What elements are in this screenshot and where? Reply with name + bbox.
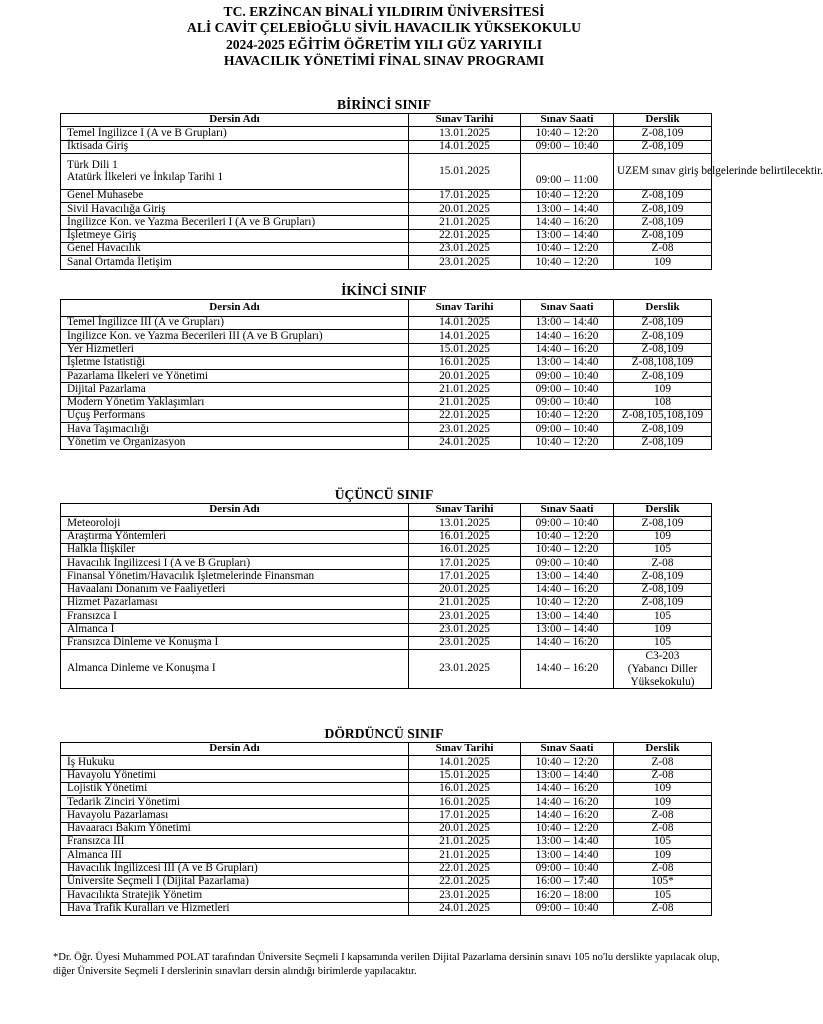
table-row xyxy=(61,650,712,689)
date-cell: 23.01.2025 xyxy=(409,636,521,649)
room-cell: 109 xyxy=(614,796,712,809)
course-cell: Sivil Havacılığa Giriş xyxy=(61,203,409,216)
col-time: Sınav Saati xyxy=(521,300,614,317)
table-row xyxy=(61,423,712,436)
time-cell: 10:40 – 12:20 xyxy=(521,822,614,835)
date-cell: 20.01.2025 xyxy=(409,370,521,383)
time-cell: 13:00 – 14:40 xyxy=(521,623,614,636)
table-row xyxy=(61,153,712,189)
col-course: Dersin Adı xyxy=(61,743,409,756)
course-cell: Lojistik Yönetimi xyxy=(61,782,409,795)
date-cell: 14.01.2025 xyxy=(409,140,521,153)
room-cell: Z-08,109 xyxy=(614,317,712,330)
table-row xyxy=(61,782,712,795)
program-title: HAVACILIK YÖNETİMİ FİNAL SINAV PROGRAMI xyxy=(223,53,545,69)
year4-title: DÖRDÜNCÜ SINIF xyxy=(324,726,444,741)
course-cell: Havaaracı Bakım Yönetimi xyxy=(61,822,409,835)
room-cell: Z-08 xyxy=(614,902,712,915)
date-cell: 16.01.2025 xyxy=(409,796,521,809)
course-cell: İş Hukuku xyxy=(61,756,409,769)
room-cell: 109 xyxy=(614,782,712,795)
room-cell: Z-08,109 xyxy=(614,330,712,343)
course-cell: İşletmeye Giriş xyxy=(61,229,409,242)
room-cell: Z-08,108,109 xyxy=(614,356,712,369)
date-cell: 21.01.2025 xyxy=(409,597,521,610)
table-row xyxy=(61,203,712,216)
date-cell: 13.01.2025 xyxy=(409,127,521,140)
year3-table xyxy=(60,503,712,689)
room-cell: UZEM sınav giriş belgelerinde belirtilecektir. xyxy=(614,153,712,189)
course-cell: Hava Taşımacılığı xyxy=(61,423,409,436)
time-cell: 09:00 – 10:40 xyxy=(521,140,614,153)
time-cell: 13:00 – 14:40 xyxy=(521,769,614,782)
room-cell: 109 xyxy=(614,383,712,396)
course-cell: Genel Muhasebe xyxy=(61,189,409,202)
date-cell: 22.01.2025 xyxy=(409,862,521,875)
table-row xyxy=(61,356,712,369)
time-cell: 09:00 – 10:40 xyxy=(521,396,614,409)
col-date: Sınav Tarihi xyxy=(409,743,521,756)
time-cell: 16:20 – 18:00 xyxy=(521,889,614,902)
time-cell: 10:40 – 12:20 xyxy=(521,256,614,269)
course-cell: Almanca III xyxy=(61,849,409,862)
time-cell: 14:40 – 16:20 xyxy=(521,650,614,689)
course-cell: Havayolu Yönetimi xyxy=(61,769,409,782)
room-cell: 109 xyxy=(614,623,712,636)
date-cell: 23.01.2025 xyxy=(409,650,521,689)
course-cell: Havacılık İngilizcesi III (A ve B Grupları) xyxy=(61,862,409,875)
table-row xyxy=(61,583,712,596)
room-cell: Z-08 xyxy=(614,809,712,822)
course-cell: Havayolu Pazarlaması xyxy=(61,809,409,822)
room-cell: Z-08,109 xyxy=(614,370,712,383)
date-cell: 14.01.2025 xyxy=(409,330,521,343)
course-cell: Sanal Ortamda İletişim xyxy=(61,256,409,269)
room-line: Yüksekokulu) xyxy=(630,675,695,688)
time-cell: 16:00 – 17:40 xyxy=(521,875,614,888)
course-cell: Halkla İlişkiler xyxy=(61,543,409,556)
date-cell: 23.01.2025 xyxy=(409,256,521,269)
room-cell: 105 xyxy=(614,636,712,649)
time-cell: 13:00 – 14:40 xyxy=(521,610,614,623)
col-room: Derslik xyxy=(614,300,712,317)
university-name: TC. ERZİNCAN BİNALİ YILDIRIM ÜNİVERSİTESİ xyxy=(223,4,545,19)
time-cell: 14:40 – 16:20 xyxy=(521,809,614,822)
table-row xyxy=(61,809,712,822)
time-cell: 13:00 – 14:40 xyxy=(521,356,614,369)
date-cell: 23.01.2025 xyxy=(409,610,521,623)
table-row xyxy=(61,636,712,649)
course-cell: Uçuş Performans xyxy=(61,410,409,423)
course-cell: Fransızca Dinleme ve Konuşma I xyxy=(61,636,409,649)
course-cell: Hizmet Pazarlaması xyxy=(61,597,409,610)
date-cell: 15.01.2025 xyxy=(409,769,521,782)
table-row xyxy=(61,849,712,862)
date-cell: 20.01.2025 xyxy=(409,822,521,835)
room-cell: 108 xyxy=(614,396,712,409)
room-cell: Z-08,109 xyxy=(614,583,712,596)
time-cell: 09:00 – 10:40 xyxy=(521,517,614,530)
col-room: Derslik xyxy=(614,504,712,517)
course-cell: Almanca I xyxy=(61,623,409,636)
table-row xyxy=(61,543,712,556)
date-cell: 21.01.2025 xyxy=(409,836,521,849)
table-row xyxy=(61,769,712,782)
date-cell: 20.01.2025 xyxy=(409,583,521,596)
year1-title: BİRİNCİ SINIF xyxy=(336,97,432,112)
time-cell: 14:40 – 16:20 xyxy=(521,782,614,795)
date-cell: 21.01.2025 xyxy=(409,849,521,862)
time-cell: 14:40 – 16:20 xyxy=(521,796,614,809)
room-cell: Z-08,109 xyxy=(614,127,712,140)
room-cell: Z-08 xyxy=(614,756,712,769)
room-cell: 105 xyxy=(614,836,712,849)
table-header-row xyxy=(61,743,712,756)
room-line: (Yabancı Diller xyxy=(627,662,698,675)
time-cell: 09:00 – 10:40 xyxy=(521,370,614,383)
table-row xyxy=(61,517,712,530)
date-cell: 22.01.2025 xyxy=(409,875,521,888)
time-cell: 13:00 – 14:40 xyxy=(521,317,614,330)
date-cell: 17.01.2025 xyxy=(409,557,521,570)
table-row xyxy=(61,557,712,570)
course-cell: İngilizce Kon. ve Yazma Becerileri III (A ve B Grupları) xyxy=(61,330,409,343)
date-cell: 17.01.2025 xyxy=(409,809,521,822)
time-cell: 10:40 – 12:20 xyxy=(521,543,614,556)
course-cell: İktisada Giriş xyxy=(61,140,409,153)
table-row xyxy=(61,796,712,809)
room-cell: Z-08,105,108,109 xyxy=(614,410,712,423)
course-cell: Temel İngilizce I (A ve B Grupları) xyxy=(61,127,409,140)
document-header xyxy=(0,4,768,70)
date-cell: 21.01.2025 xyxy=(409,383,521,396)
room-cell: 109 xyxy=(614,530,712,543)
room-cell: Z-08,109 xyxy=(614,229,712,242)
date-cell: 21.01.2025 xyxy=(409,216,521,229)
table-row xyxy=(61,216,712,229)
date-cell: 24.01.2025 xyxy=(409,902,521,915)
date-cell: 16.01.2025 xyxy=(409,782,521,795)
room-cell: Z-08,109 xyxy=(614,343,712,356)
table-row xyxy=(61,436,712,449)
time-cell: 10:40 – 12:20 xyxy=(521,189,614,202)
time-cell: 09:00 – 10:40 xyxy=(521,423,614,436)
table-row xyxy=(61,396,712,409)
col-time: Sınav Saati xyxy=(521,114,614,127)
table-row xyxy=(61,597,712,610)
table-row xyxy=(61,902,712,915)
room-cell: Z-08,109 xyxy=(614,216,712,229)
time-cell: 13:00 – 14:40 xyxy=(521,570,614,583)
room-cell xyxy=(614,650,712,689)
time-cell: 14:40 – 16:20 xyxy=(521,583,614,596)
time-cell: 10:40 – 12:20 xyxy=(521,597,614,610)
room-cell: 109 xyxy=(614,256,712,269)
course-cell: İngilizce Kon. ve Yazma Becerileri I (A ve B Grupları) xyxy=(61,216,409,229)
table-row xyxy=(61,256,712,269)
time-cell: 14:40 – 16:20 xyxy=(521,330,614,343)
room-cell: Z-08,109 xyxy=(614,436,712,449)
time-cell: 09:00 – 10:40 xyxy=(521,557,614,570)
time-cell: 10:40 – 12:20 xyxy=(521,756,614,769)
col-date: Sınav Tarihi xyxy=(409,504,521,517)
course-line: Türk Dili 1 xyxy=(67,158,118,171)
table-header-row xyxy=(61,114,712,127)
room-cell: Z-08,109 xyxy=(614,189,712,202)
date-cell: 15.01.2025 xyxy=(409,343,521,356)
time-cell: 10:40 – 12:20 xyxy=(521,436,614,449)
table-row xyxy=(61,822,712,835)
table-row xyxy=(61,610,712,623)
course-cell: Üniversite Seçmeli I (Dijital Pazarlama) xyxy=(61,875,409,888)
room-cell: Z-08,109 xyxy=(614,140,712,153)
col-time: Sınav Saati xyxy=(521,743,614,756)
course-cell: Almanca Dinleme ve Konuşma I xyxy=(61,650,409,689)
room-cell: Z-08,109 xyxy=(614,517,712,530)
footnote: *Dr. Öğr. Üyesi Muhammed POLAT tarafından Üniversite Seçmeli I kapsamında verilen Dijital Pazarlama dersinin sınavı 105 no'lu derslikte yapılacak olup, diğer Üniversite Seçmeli I derslerinin sınavları dersin alındığı birimlerde yapılacaktır. xyxy=(53,952,720,977)
course-cell: Genel Havacılık xyxy=(61,243,409,256)
room-cell: 105 xyxy=(614,543,712,556)
time-cell: 10:40 – 12:20 xyxy=(521,410,614,423)
time-cell: 09:00 – 10:40 xyxy=(521,383,614,396)
course-cell: Fransızca III xyxy=(61,836,409,849)
date-cell: 17.01.2025 xyxy=(409,570,521,583)
course-cell: Havacılıkta Stratejik Yönetim xyxy=(61,889,409,902)
year1-table xyxy=(60,113,823,270)
col-date: Sınav Tarihi xyxy=(409,300,521,317)
time-cell: 13:00 – 14:40 xyxy=(521,849,614,862)
date-cell: 23.01.2025 xyxy=(409,423,521,436)
table-row xyxy=(61,317,712,330)
col-room: Derslik xyxy=(614,743,712,756)
table-row xyxy=(61,229,712,242)
time-cell: 13:00 – 14:40 xyxy=(521,836,614,849)
time-cell: 13:00 – 14:40 xyxy=(521,229,614,242)
date-cell: 17.01.2025 xyxy=(409,189,521,202)
table-row xyxy=(61,140,712,153)
date-cell: 14.01.2025 xyxy=(409,756,521,769)
date-cell: 21.01.2025 xyxy=(409,396,521,409)
table-row xyxy=(61,330,712,343)
date-cell: 14.01.2025 xyxy=(409,317,521,330)
table-row xyxy=(61,836,712,849)
time-cell: 14:40 – 16:20 xyxy=(521,216,614,229)
table-row xyxy=(61,410,712,423)
date-cell: 22.01.2025 xyxy=(409,410,521,423)
course-cell: Tedarik Zinciri Yönetimi xyxy=(61,796,409,809)
room-cell: Z-08,109 xyxy=(614,423,712,436)
date-cell: 23.01.2025 xyxy=(409,243,521,256)
course-cell: Meteoroloji xyxy=(61,517,409,530)
col-room: Derslik xyxy=(614,114,712,127)
room-cell: 105 xyxy=(614,610,712,623)
date-cell: 16.01.2025 xyxy=(409,356,521,369)
table-row xyxy=(61,623,712,636)
date-cell: 22.01.2025 xyxy=(409,229,521,242)
room-cell: 105 xyxy=(614,889,712,902)
room-cell: Z-08 xyxy=(614,862,712,875)
time-cell: 13:00 – 14:40 xyxy=(521,203,614,216)
course-cell: Modern Yönetim Yaklaşımları xyxy=(61,396,409,409)
course-cell: Temel İngilizce III (A ve Grupları) xyxy=(61,317,409,330)
time-cell: 09:00 – 10:40 xyxy=(521,902,614,915)
course-cell xyxy=(61,153,409,189)
course-cell: Dijital Pazarlama xyxy=(61,383,409,396)
school-name: ALİ CAVİT ÇELEBİOĞLU SİVİL HAVACILIK YÜKSEKOKULU xyxy=(187,20,581,36)
col-course: Dersin Adı xyxy=(61,300,409,317)
year3-title: ÜÇÜNCÜ SINIF xyxy=(334,487,434,502)
date-cell: 13.01.2025 xyxy=(409,517,521,530)
course-cell: Yönetim ve Organizasyon xyxy=(61,436,409,449)
table-row xyxy=(61,889,712,902)
time-cell: 14:40 – 16:20 xyxy=(521,343,614,356)
date-cell: 23.01.2025 xyxy=(409,889,521,902)
course-line: Atatürk İlkeleri ve İnkılap Tarihi 1 xyxy=(67,171,224,184)
course-cell: Fransızca I xyxy=(61,610,409,623)
table-row xyxy=(61,343,712,356)
table-row xyxy=(61,243,712,256)
course-cell: Hava Trafik Kuralları ve Hizmetleri xyxy=(61,902,409,915)
course-cell: Araştırma Yöntemleri xyxy=(61,530,409,543)
time-cell: 10:40 – 12:20 xyxy=(521,530,614,543)
table-row xyxy=(61,189,712,202)
room-cell: Z-08 xyxy=(614,243,712,256)
date-cell: 24.01.2025 xyxy=(409,436,521,449)
room-cell: 109 xyxy=(614,849,712,862)
table-row xyxy=(61,875,712,888)
table-header-row xyxy=(61,504,712,517)
year4-table xyxy=(60,742,712,916)
time-cell: 14:40 – 16:20 xyxy=(521,636,614,649)
table-header-row xyxy=(61,300,712,317)
room-cell: Z-08,109 xyxy=(614,597,712,610)
col-date: Sınav Tarihi xyxy=(409,114,521,127)
room-cell: Z-08 xyxy=(614,769,712,782)
time-cell: 10:40 – 12:20 xyxy=(521,127,614,140)
date-cell: 16.01.2025 xyxy=(409,543,521,556)
course-cell: İşletme İstatistiği xyxy=(61,356,409,369)
room-cell: Z-08 xyxy=(614,822,712,835)
room-cell: Z-08 xyxy=(614,557,712,570)
time-cell: 09:00 – 10:40 xyxy=(521,862,614,875)
table-row xyxy=(61,383,712,396)
date-cell: 20.01.2025 xyxy=(409,203,521,216)
room-line: C3-203 xyxy=(645,650,680,663)
room-cell: Z-08,109 xyxy=(614,570,712,583)
course-cell: Havacılık İngilizcesi I (A ve B Grupları) xyxy=(61,557,409,570)
course-cell: Finansal Yönetim/Havacılık İşletmelerinde Finansman xyxy=(61,570,409,583)
table-row xyxy=(61,127,712,140)
date-cell: 16.01.2025 xyxy=(409,530,521,543)
year2-table xyxy=(60,299,712,450)
col-course: Dersin Adı xyxy=(61,504,409,517)
table-row xyxy=(61,862,712,875)
course-cell: Yer Hizmetleri xyxy=(61,343,409,356)
year2-title: İKİNCİ SINIF xyxy=(341,283,427,298)
date-cell: 23.01.2025 xyxy=(409,623,521,636)
academic-term: 2024-2025 EĞİTİM ÖĞRETİM YILI GÜZ YARIYILI xyxy=(225,36,543,52)
col-course: Dersin Adı xyxy=(61,114,409,127)
table-row xyxy=(61,370,712,383)
room-cell: 105* xyxy=(614,875,712,888)
table-row xyxy=(61,756,712,769)
date-cell: 15.01.2025 xyxy=(409,153,521,189)
course-cell: Havaalanı Donanım ve Faaliyetleri xyxy=(61,583,409,596)
table-row xyxy=(61,530,712,543)
time-cell: 09:00 – 11:00 xyxy=(521,153,614,189)
time-cell: 10:40 – 12:20 xyxy=(521,243,614,256)
course-cell: Pazarlama İlkeleri ve Yönetimi xyxy=(61,370,409,383)
room-cell: Z-08,109 xyxy=(614,203,712,216)
table-row xyxy=(61,570,712,583)
col-time: Sınav Saati xyxy=(521,504,614,517)
